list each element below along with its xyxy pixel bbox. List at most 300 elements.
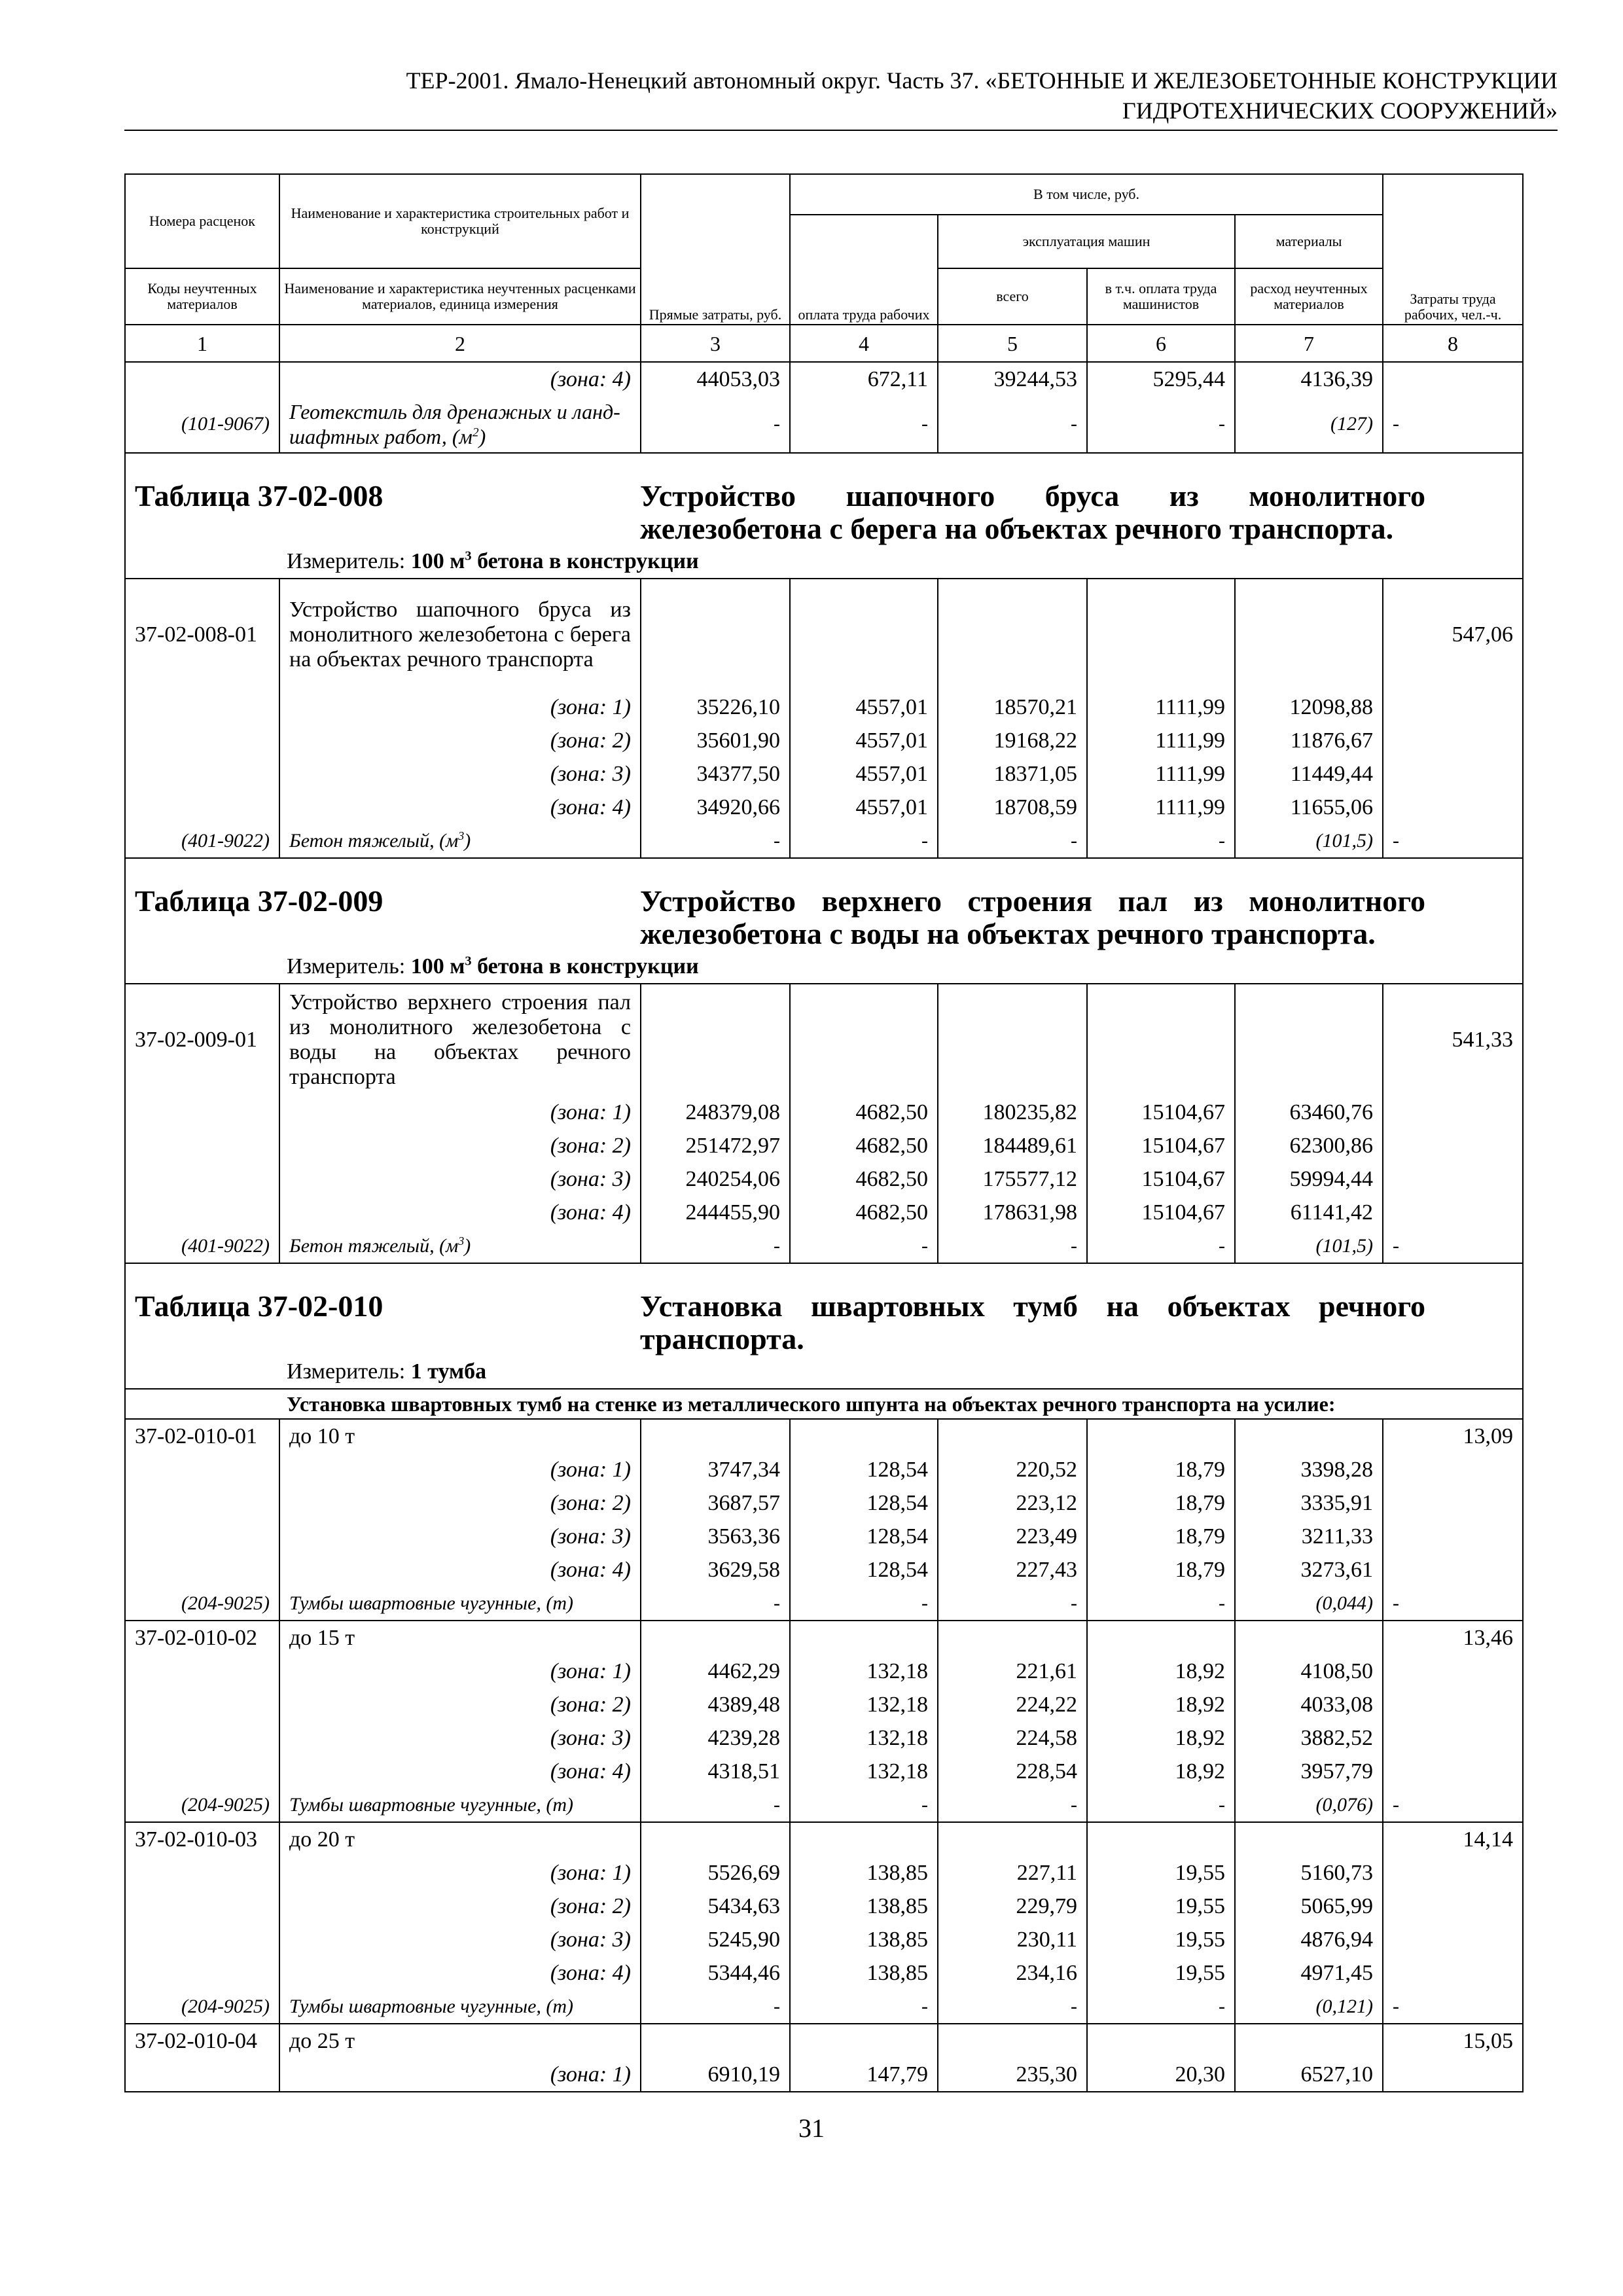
table-code: Таблица 37-02-009 [135,884,383,918]
machines-total: 180235,82 [938,1096,1087,1129]
material-name: Бетон тяжелый, $(м^3)$ [279,1229,641,1263]
header-row-1 [125,174,1523,215]
zone-row [125,1520,1523,1553]
table-code: Таблица 37-02-008 [135,479,383,512]
empty-cell [125,1721,279,1755]
direct-cost: 240254,06 [641,1162,790,1196]
direct-cost: 5245,90 [641,1923,790,1956]
zone-label: (зона: 2) [279,1129,641,1162]
empty-cell [1383,1553,1523,1587]
zone-label: (зона: 2) [279,1688,641,1721]
item-code: 37-02-010-02 [125,1621,279,1655]
material-row [125,1229,1523,1263]
zone-label: (зона: 4) [279,1553,641,1587]
meter [125,545,1523,579]
labor-pay: 132,18 [790,1721,938,1755]
material-name-line: шафтных работ, $(м^2)$ [289,425,486,448]
item-description: до 15 т [279,1621,641,1655]
col-machinists-pay: в т.ч. оплата труда машинистов [1087,268,1235,325]
table-code: Таблица 37-02-010 [135,1289,383,1323]
dash: - [1383,396,1523,453]
material-qty: (101,5) [1235,1229,1383,1263]
direct-cost: 5434,63 [641,1890,790,1923]
col-number: 2 [279,325,641,362]
machines-total: 227,11 [938,1856,1087,1890]
materials-cost: 63460,76 [1235,1096,1383,1129]
machinists-pay: 1111,99 [1087,757,1235,791]
materials-cost: 11876,67 [1235,724,1383,757]
dash: - [938,1788,1087,1822]
col-number: 3 [641,325,790,362]
empty-cell [1087,1621,1235,1655]
dash: - [641,824,790,858]
machinists-pay: 1111,99 [1087,791,1235,824]
meter-value: 100 $м^3$ бетона в конструкции [410,548,699,573]
zone-row [125,1755,1523,1788]
empty-cell [125,791,279,824]
item-row [125,1822,1523,1856]
meter-value: 1 тумба [410,1359,487,1384]
item-row [125,984,1523,1096]
empty-cell [125,1755,279,1788]
labor-cost: 13,46 [1383,1621,1523,1655]
labor-pay: 132,18 [790,1688,938,1721]
empty-cell [641,579,790,691]
dash: - [1087,1788,1235,1822]
zone-label: (зона: 3) [279,1923,641,1956]
item-row [125,2024,1523,2058]
dash: - [1383,1587,1523,1621]
zone-label: (зона: 2) [279,1890,641,1923]
col-name-label: Наименование и характеристика строительных работ и конструкций [279,174,641,268]
page-number: 31 [798,2113,825,2143]
materials-cost: 4033,08 [1235,1688,1383,1721]
empty-cell [125,1553,279,1587]
zone-label: (зона: 3) [279,1721,641,1755]
col-materials: материалы [1235,215,1383,268]
empty-cell [1383,1162,1523,1196]
zone-row [125,1856,1523,1890]
empty-cell [125,1520,279,1553]
machinists-pay: 18,79 [1087,1520,1235,1553]
direct-cost: 34377,50 [641,757,790,791]
zone-label: (зона: 3) [279,757,641,791]
labor-pay: 132,18 [790,1655,938,1688]
table-title-row [125,453,1523,545]
dash: - [938,1990,1087,2024]
dash: - [1087,824,1235,858]
materials-cost: 5160,73 [1235,1856,1383,1890]
labor-pay: 4557,01 [790,724,938,757]
empty-cell [1383,1755,1523,1788]
empty-cell [1383,1890,1523,1923]
zone-label: (зона: 4) [279,1956,641,1990]
col-labor-cost: Затраты труда рабочих, чел.-ч. [1383,174,1523,325]
item-code: 37-02-009-01 [125,984,279,1096]
dash: - [938,824,1087,858]
zone-label: (зона: 4) [279,1196,641,1229]
labor-pay: 4682,50 [790,1129,938,1162]
empty-cell [125,1162,279,1196]
empty-cell [938,2024,1087,2058]
table-title-row [125,1263,1523,1355]
dash: - [938,396,1087,453]
dash: - [938,1229,1087,1263]
materials-cost: 12098,88 [1235,691,1383,724]
labor-pay: 138,85 [790,1923,938,1956]
machinists-pay: 15104,67 [1087,1129,1235,1162]
empty-cell [125,724,279,757]
empty-cell [641,1621,790,1655]
zone-label: (зона: 1) [279,1453,641,1486]
empty-cell [1087,2024,1235,2058]
item-code: 37-02-010-01 [125,1419,279,1453]
empty-cell [641,984,790,1096]
labor-cost: 14,14 [1383,1822,1523,1856]
col-machines: эксплуатация машин [938,215,1235,268]
materials-cost: 3273,61 [1235,1553,1383,1587]
direct-cost: 3747,34 [641,1453,790,1486]
dash: - [641,1587,790,1621]
direct-cost: 34920,66 [641,791,790,824]
empty-cell [938,1822,1087,1856]
materials-cost: 3211,33 [1235,1520,1383,1553]
meter [125,1355,1523,1389]
direct-cost: 248379,08 [641,1096,790,1129]
empty-cell [1235,1822,1383,1856]
table-title-row [125,858,1523,950]
empty-cell [125,1655,279,1688]
dash: - [641,1990,790,2024]
empty-cell [1383,724,1523,757]
empty-cell [125,1923,279,1956]
labor-pay: 132,18 [790,1755,938,1788]
dash: - [790,1788,938,1822]
labor-pay: 4557,01 [790,791,938,824]
direct-cost: 3687,57 [641,1486,790,1520]
dash: - [938,1587,1087,1621]
zone-row [125,362,1523,396]
meter-label: Измеритель: [287,1359,411,1384]
material-qty: (0,121) [1235,1990,1383,2024]
labor-pay: 128,54 [790,1553,938,1587]
material-name-line: Геотекстиль для дренажных и ланд- [289,400,620,423]
dash: - [1087,1229,1235,1263]
machines-total: 221,61 [938,1655,1087,1688]
machines-total: 227,43 [938,1553,1087,1587]
direct-cost: 4318,51 [641,1755,790,1788]
direct-cost: 3563,36 [641,1520,790,1553]
zone-row [125,1196,1523,1229]
empty-cell [1383,1486,1523,1520]
machines-total: 228,54 [938,1755,1087,1788]
empty-cell [641,1822,790,1856]
col-codes-label: Номера расценок [125,174,279,268]
materials-cost: 4876,94 [1235,1923,1383,1956]
dash: - [1383,1990,1523,2024]
item-row [125,1419,1523,1453]
machines-total: 234,16 [938,1956,1087,1990]
item-row [125,579,1523,691]
col-labor-pay: оплата труда рабочих [790,215,938,325]
machines-total: 39244,53 [938,362,1087,396]
labor-pay: 138,85 [790,1890,938,1923]
empty-cell [125,1486,279,1520]
empty-cell [938,1419,1087,1453]
zone-row [125,2058,1523,2092]
empty-cell [125,1890,279,1923]
subheader-row [125,1389,1523,1419]
col-number: 4 [790,325,938,362]
table-title [125,1263,1523,1355]
empty-cell [790,2024,938,2058]
empty-cell [1087,1419,1235,1453]
direct-cost: 3629,58 [641,1553,790,1587]
zone-row [125,724,1523,757]
zone-label: (зона: 1) [279,1655,641,1688]
material-row [125,396,1523,453]
materials-cost: 3335,91 [1235,1486,1383,1520]
empty-cell [1383,1129,1523,1162]
labor-pay: 4557,01 [790,691,938,724]
machines-total: 18570,21 [938,691,1087,724]
empty-cell [125,1453,279,1486]
zone-row [125,1486,1523,1520]
empty-cell [1383,1856,1523,1890]
material-name: Тумбы швартовные чугунные, (т) [279,1990,641,2024]
dash: - [641,1788,790,1822]
zone-label: (зона: 4) [279,362,641,396]
empty-cell [125,691,279,724]
empty-cell [1235,1621,1383,1655]
direct-cost: 4239,28 [641,1721,790,1755]
zone-label: (зона: 1) [279,1856,641,1890]
machinists-pay: 18,92 [1087,1721,1235,1755]
machines-total: 223,12 [938,1486,1087,1520]
dash: - [790,824,938,858]
empty-cell [125,757,279,791]
dash: - [1383,1229,1523,1263]
dash: - [790,1990,938,2024]
empty-cell [790,1822,938,1856]
empty-cell [1383,1453,1523,1486]
empty-cell [1235,1419,1383,1453]
zone-row [125,1096,1523,1129]
direct-cost: 35601,90 [641,724,790,757]
dash: - [641,396,790,453]
labor-pay: 4682,50 [790,1162,938,1196]
direct-cost: 35226,10 [641,691,790,724]
machinists-pay: 18,92 [1087,1688,1235,1721]
machinists-pay: 19,55 [1087,1856,1235,1890]
direct-cost: 4462,29 [641,1655,790,1688]
table-title [125,453,1523,545]
labor-cost: 15,05 [1383,2024,1523,2058]
zone-label: (зона: 1) [279,1096,641,1129]
machinists-pay: 19,55 [1087,1890,1235,1923]
empty-cell [1383,1096,1523,1129]
table-name: Устройство шапочного бруса из монолитного железобетона с берега на объектах речного транспорта. [640,479,1425,545]
dash: - [641,1229,790,1263]
meter-row [125,1355,1523,1389]
material-row [125,1587,1523,1621]
running-header [124,65,1558,131]
zone-row [125,1129,1523,1162]
zone-row [125,1923,1523,1956]
machinists-pay: 20,30 [1087,2058,1235,2092]
machinists-pay: 18,79 [1087,1453,1235,1486]
empty-cell [790,579,938,691]
dash: - [790,1587,938,1621]
material-code: (401-9022) [125,1229,279,1263]
zone-row [125,1688,1523,1721]
machinists-pay: 15104,67 [1087,1162,1235,1196]
material-row [125,1788,1523,1822]
material-name: Тумбы швартовные чугунные, (т) [279,1788,641,1822]
zone-row [125,1890,1523,1923]
empty-cell [790,984,938,1096]
zone-label: (зона: 4) [279,791,641,824]
material-code: (204-9025) [125,1587,279,1621]
labor-cost: 547,06 [1383,579,1523,691]
col-materials-unacc: расход неучтенных материалов [1235,268,1383,325]
machinists-pay: 18,79 [1087,1553,1235,1587]
materials-cost: 61141,42 [1235,1196,1383,1229]
labor-pay: 128,54 [790,1486,938,1520]
materials-cost: 6527,10 [1235,2058,1383,2092]
material-row [125,824,1523,858]
direct-cost: 244455,90 [641,1196,790,1229]
col-machines-total: всего [938,268,1087,325]
machines-total: 184489,61 [938,1129,1087,1162]
empty-cell [790,1621,938,1655]
item-row [125,1621,1523,1655]
dash: - [790,396,938,453]
zone-label: (зона: 2) [279,724,641,757]
col-direct: Прямые затраты, руб. [641,174,790,325]
materials-cost: 4971,45 [1235,1956,1383,1990]
meter-label: Измеритель: [287,549,411,573]
zone-row [125,757,1523,791]
col-number: 1 [125,325,279,362]
machinists-pay: 19,55 [1087,1923,1235,1956]
direct-cost: 5344,46 [641,1956,790,1990]
empty-cell [1235,579,1383,691]
empty-cell [938,579,1087,691]
subheader [125,1389,1523,1419]
machinists-pay: 5295,44 [1087,362,1235,396]
materials-cost: 4136,39 [1235,362,1383,396]
item-description: до 20 т [279,1822,641,1856]
material-row [125,1990,1523,2024]
table-title [125,858,1523,950]
material-name [279,396,641,453]
direct-cost: 4389,48 [641,1688,790,1721]
labor-pay: 147,79 [790,2058,938,2092]
empty-cell [125,1196,279,1229]
material-code: (101-9067) [125,396,279,453]
empty-cell [125,1956,279,1990]
material-code: (204-9025) [125,1990,279,2024]
machinists-pay: 1111,99 [1087,724,1235,757]
empty-cell [1383,791,1523,824]
col-mat-name-label: Наименование и характеристика неучтенных расценками материалов, единица измерения [279,268,641,325]
direct-cost: 5526,69 [641,1856,790,1890]
materials-cost: 11449,44 [1235,757,1383,791]
item-code: 37-02-008-01 [125,579,279,691]
meter [125,950,1523,984]
table-name: Установка швартовных тумб на объектах речного транспорта. [640,1289,1425,1355]
machines-total: 223,49 [938,1520,1087,1553]
meter-value: 100 $м^3$ бетона в конструкции [410,954,699,978]
zone-row [125,1721,1523,1755]
table-name: Устройство верхнего строения пал из монолитного железобетона с воды на объектах речного транспорта. [640,884,1425,950]
machinists-pay: 18,92 [1087,1655,1235,1688]
col-number: 7 [1235,325,1383,362]
machines-total: 230,11 [938,1923,1087,1956]
meter-label: Измеритель: [287,954,411,978]
dash: - [1087,1587,1235,1621]
item-description: Устройство шапочного бруса из монолитного железобетона с берега на объектах речного транспорта [279,579,641,691]
meter-row [125,950,1523,984]
machines-total: 229,79 [938,1890,1087,1923]
dash: - [1087,1990,1235,2024]
subheader-text: Установка швартовных тумб на стенке из металлического шпунта на объектах речного транспорта на усилие: [287,1392,1336,1416]
dash: - [1383,824,1523,858]
direct-cost: 44053,03 [641,362,790,396]
zone-label: (зона: 4) [279,1755,641,1788]
zone-label: (зона: 3) [279,1520,641,1553]
labor-pay: 128,54 [790,1453,938,1486]
materials-cost: 62300,86 [1235,1129,1383,1162]
empty-cell [125,1688,279,1721]
machinists-pay: 18,92 [1087,1755,1235,1788]
empty-cell [1383,1688,1523,1721]
col-including: В том числе, руб. [790,174,1383,215]
machines-total: 235,30 [938,2058,1087,2092]
machinists-pay: 1111,99 [1087,691,1235,724]
dash: - [1087,396,1235,453]
empty-cell [1383,1655,1523,1688]
empty-cell [1235,2024,1383,2058]
empty-cell [938,1621,1087,1655]
zone-row [125,1956,1523,1990]
labor-pay: 138,85 [790,1956,938,1990]
dash: - [790,1229,938,1263]
empty-cell [1383,1520,1523,1553]
meter-row [125,545,1523,579]
empty-cell [1235,984,1383,1096]
zone-label: (зона: 1) [279,691,641,724]
empty-cell [790,1419,938,1453]
labor-pay: 672,11 [790,362,938,396]
machines-total: 224,58 [938,1721,1087,1755]
column-numbers-row [125,325,1523,362]
header-line-1: ТЕР-2001. Ямало-Ненецкий автономный округ. Часть 37. «БЕТОННЫЕ И ЖЕЛЕЗОБЕТОННЫЕ КОНСТРУКЦИИ [406,67,1558,94]
zone-label: (зона: 2) [279,1486,641,1520]
labor-cost: 541,33 [1383,984,1523,1096]
direct-cost: 6910,19 [641,2058,790,2092]
material-name: Тумбы швартовные чугунные, (т) [279,1587,641,1621]
zone-row [125,791,1523,824]
machines-total: 18371,05 [938,757,1087,791]
labor-cost: 13,09 [1383,1419,1523,1453]
materials-cost: 11655,06 [1235,791,1383,824]
col-number: 6 [1087,325,1235,362]
col-mat-codes-label: Коды неучтенных материалов [125,268,279,325]
materials-cost: 3957,79 [1235,1755,1383,1788]
material-qty: (0,076) [1235,1788,1383,1822]
